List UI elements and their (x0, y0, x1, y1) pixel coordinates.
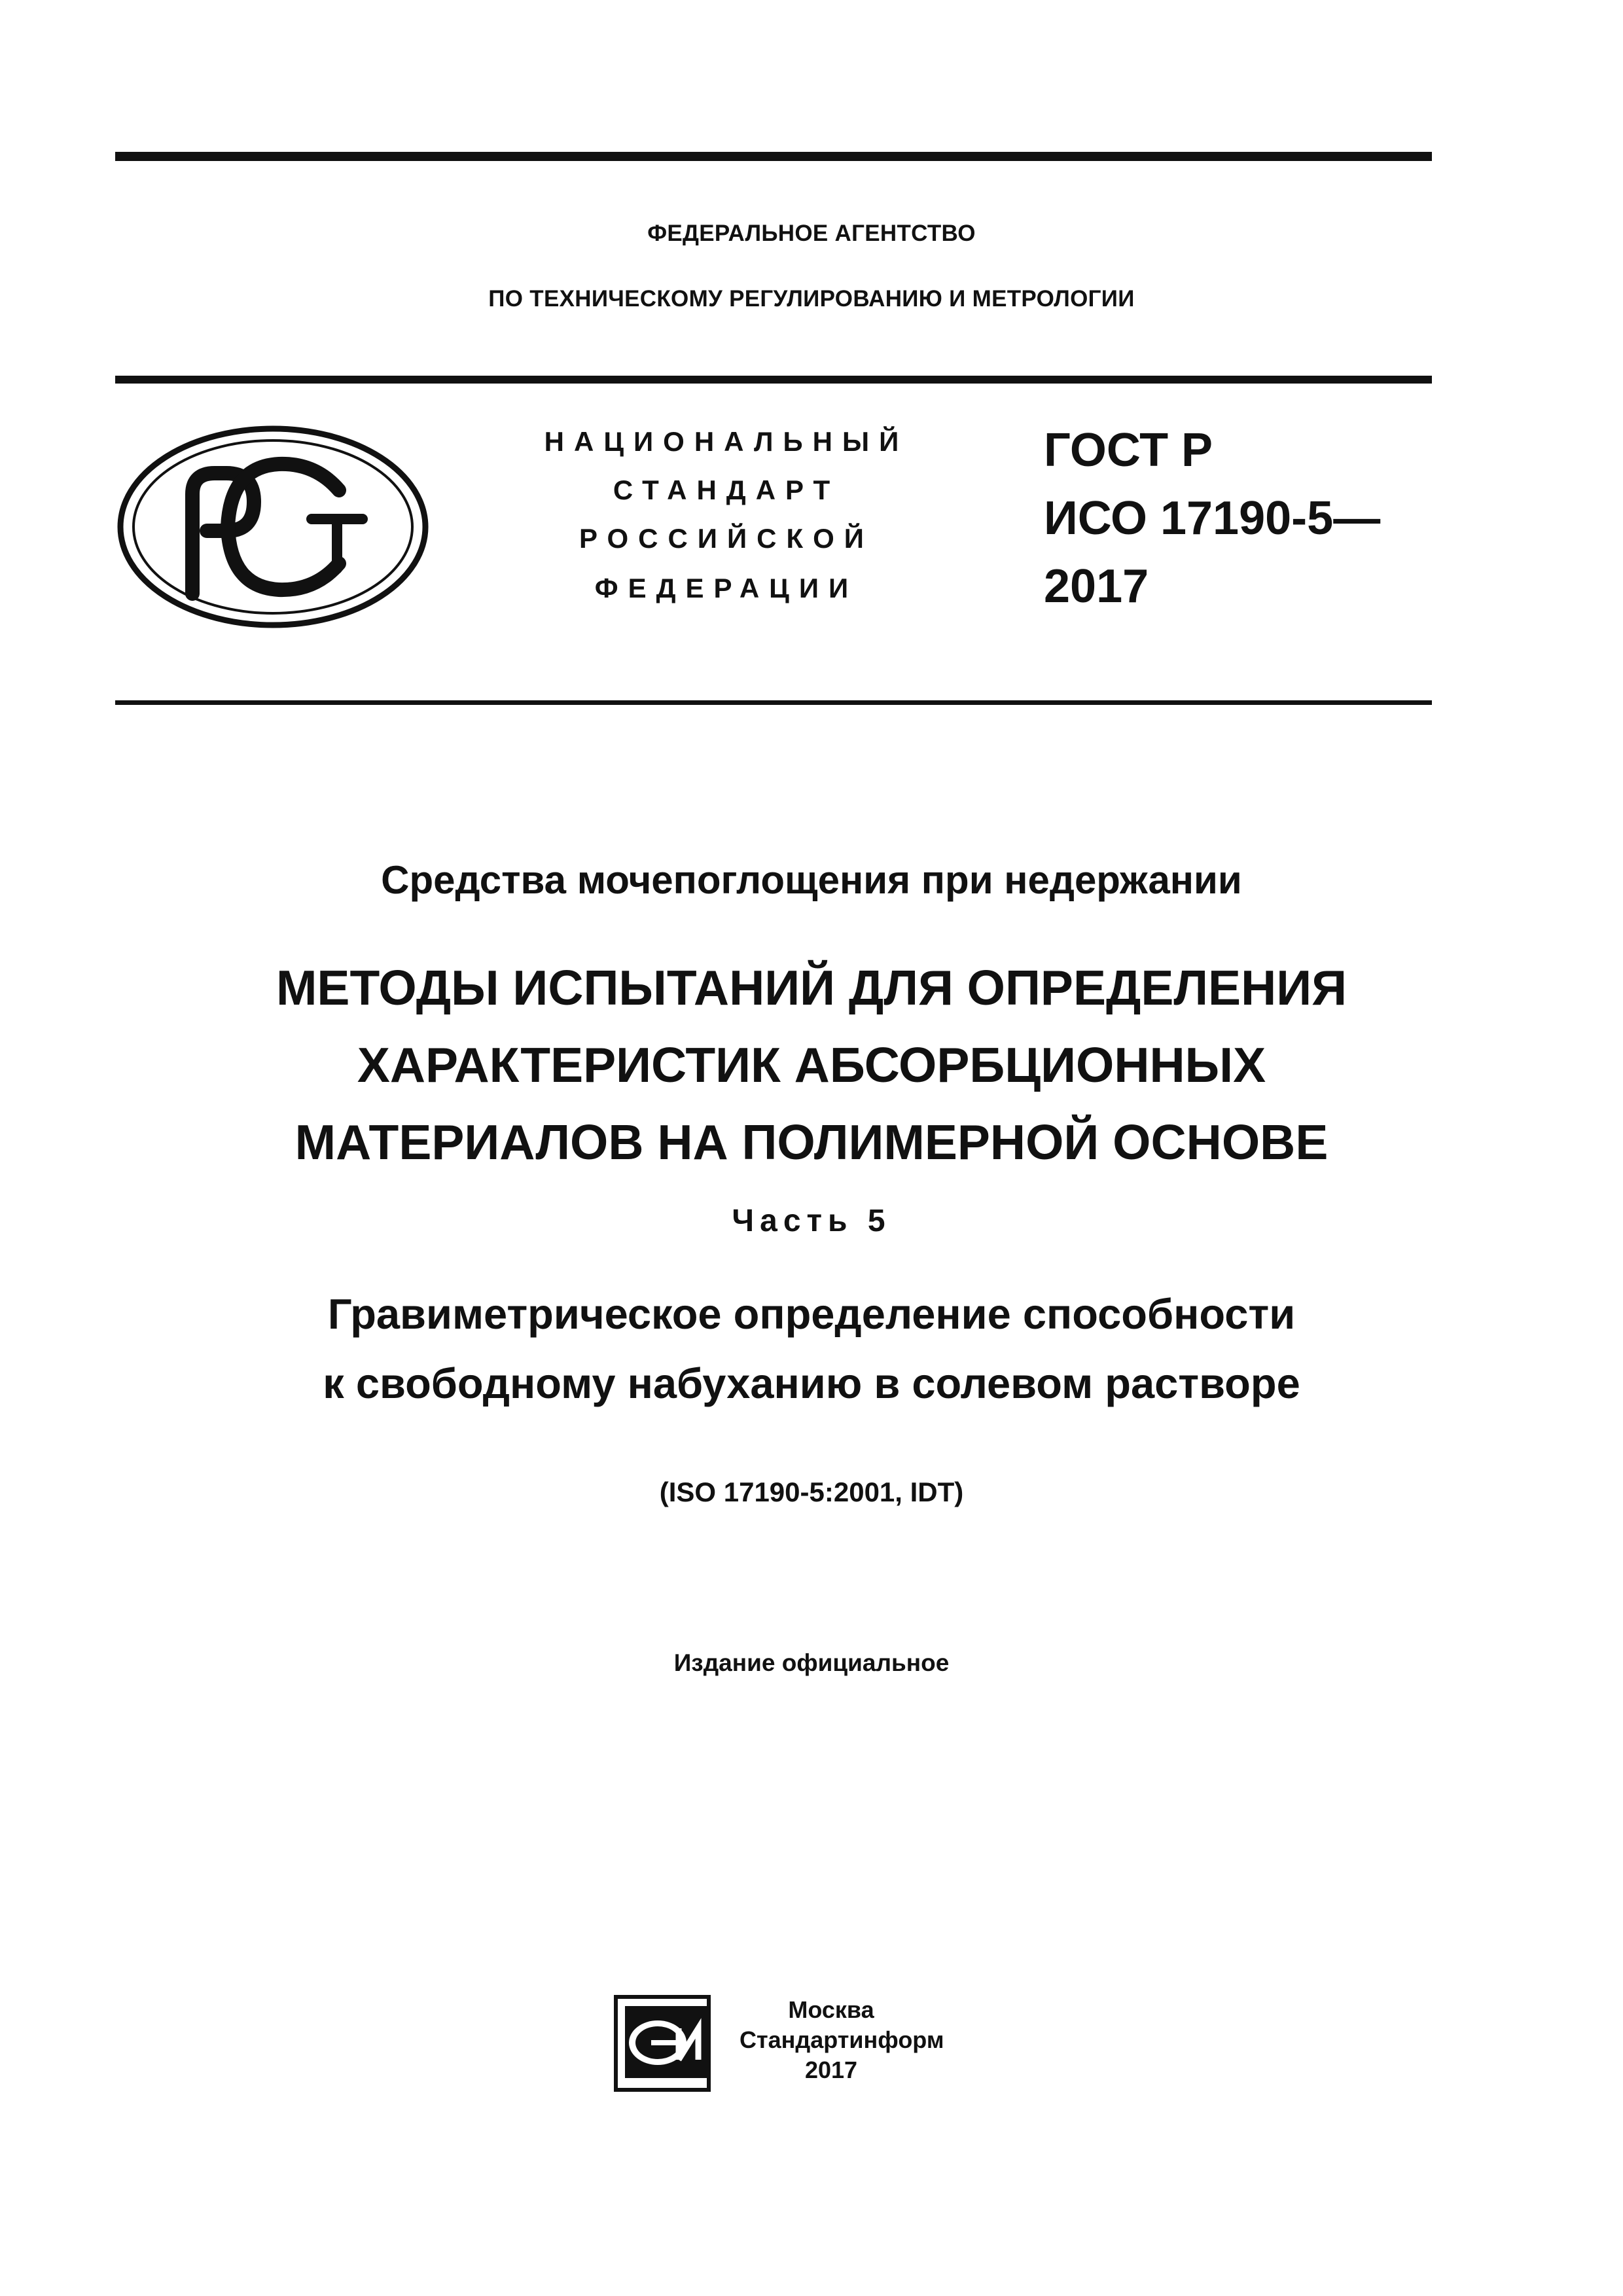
document-title-line-2: ХАРАКТЕРИСТИК АБСОРБЦИОННЫХ (357, 1037, 1266, 1092)
edition-note: Издание официальное (673, 1649, 950, 1676)
iso-reference: (ISO 17190-5:2001, IDT) (659, 1477, 964, 1507)
standard-designation-line-1: ГОСТ Р (1044, 424, 1213, 476)
national-standard-line-4: ФЕДЕРАЦИИ (594, 573, 859, 603)
national-standard-line-2: СТАНДАРТ (613, 475, 840, 505)
national-standard-line-1: НАЦИОНАЛЬНЫЙ (544, 426, 909, 457)
document-title-line-3: МАТЕРИАЛОВ НА ПОЛИМЕРНОЙ ОСНОВЕ (294, 1115, 1329, 1170)
top-rule (115, 152, 1432, 161)
agency-name-line-2: ПО ТЕХНИЧЕСКОМУ РЕГУЛИРОВАНИЮ И МЕТРОЛОГИИ (488, 286, 1135, 312)
publisher-city: Москва (788, 1996, 874, 2023)
publisher-imprint (740, 1995, 944, 2085)
document-subtitle: Средства мочепоглощения при недержании (381, 858, 1242, 902)
part-description (0, 1280, 1623, 1418)
part-description-line-2: к свободному набуханию в солевом растворе (323, 1359, 1300, 1407)
title-block-rule (115, 700, 1432, 705)
publisher-name: Стандартинформ (740, 2026, 944, 2053)
standard-designation-line-2: ИСО 17190-5— (1044, 492, 1381, 545)
header-rule (115, 376, 1432, 384)
part-number: Часть 5 (732, 1204, 891, 1238)
standard-designation-line-3: 2017 (1044, 560, 1149, 613)
agency-name-line-1: ФЕДЕРАЛЬНОЕ АГЕНТСТВО (647, 221, 976, 246)
standartinform-logo-icon (613, 1994, 711, 2092)
document-title (0, 949, 1623, 1181)
national-standard-line-3: РОССИЙСКОЙ (579, 523, 874, 554)
document-title-line-1: МЕТОДЫ ИСПЫТАНИЙ ДЛЯ ОПРЕДЕЛЕНИЯ (276, 960, 1347, 1015)
publication-year: 2017 (804, 2056, 858, 2083)
rst-certification-mark-icon (115, 422, 431, 632)
part-description-line-1: Гравиметрическое определение способности (327, 1290, 1296, 1338)
